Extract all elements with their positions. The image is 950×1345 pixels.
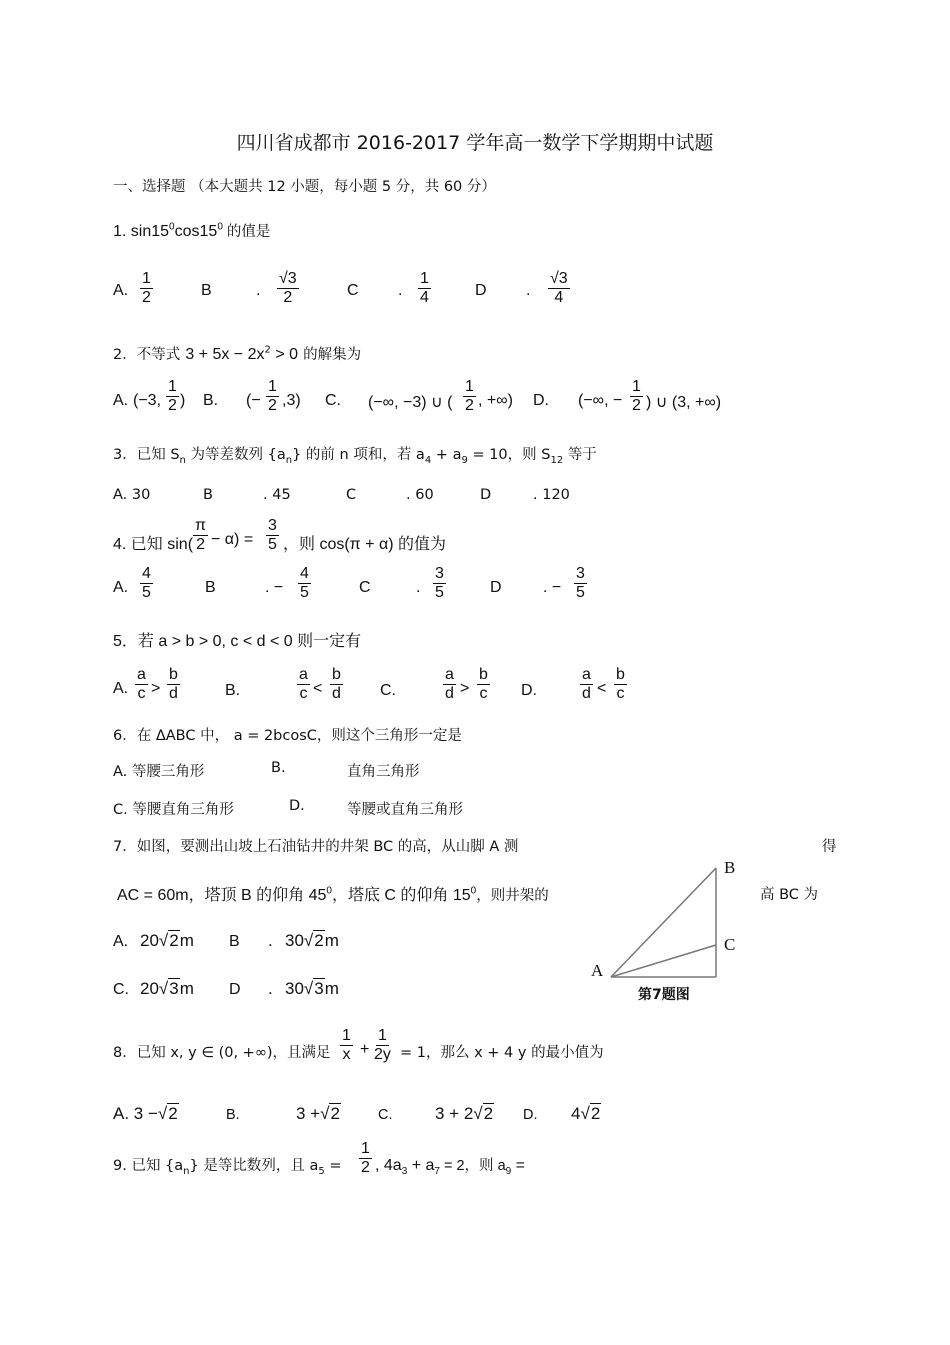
question-5-options: A. $\frac{a}{c}$ > $\frac{b}{d}$ B. $\frac{a}{c}$ < $\frac{b}{d}$ C. $\frac{a}{d}$ > $\frac{b}{c}$ D. $\frac{a}{d}$ < $\frac{b}{c}$ [113, 666, 625, 703]
question-8-options: A. 3 −√2 B. 3 +√2 C. 3 + 2√2 D. 4√2 [113, 1104, 601, 1123]
label-A: A [591, 961, 604, 980]
question-3-options: A. 30 B . 45 C . 60 D . 120 [113, 487, 570, 503]
question-7-stem-line1: 7．如图，要测出山坡上石油钻井的井架 BC 的高，从山脚 A 测 [113, 839, 519, 855]
question-7-stem-line2: AC = 60m，塔顶 B 的仰角 $45^0$，塔底 C 的仰角 $15^0$，则井架的 [117, 885, 549, 904]
question-6-options-row2: C. 等腰直角三角形 D. 等腰或直角三角形 [113, 798, 463, 818]
figure-caption: 第7题图 [638, 987, 690, 1003]
page-title: 四川省成都市 2016-2017 学年高一数学下学期期中试题 [236, 132, 714, 154]
question-7-options-row2: C. 20√3m D . 30√3m [113, 979, 339, 998]
question-6-options-row1: A. 等腰三角形 B. 直角三角形 [113, 760, 420, 780]
question-7-stem-line1-end: 得 [822, 839, 837, 855]
question-3-stem: 3．已知 $S_n$ 为等差数列 $\{a_n\}$ 的前 n 项和，若 $a_4 + a_9 = 10$，则 $S_{12}$ 等于 [113, 447, 597, 466]
label-B: B [724, 858, 736, 877]
question-6-stem: 6．在 ΔABC 中， a = 2bcosC，则这个三角形一定是 [113, 728, 462, 744]
question-4-stem: 4. 已知 sin( $\frac{\pi}{2}$ − α) = $\frac{3}{5}$ ，则 cos(π + α) 的值为 [113, 517, 446, 554]
section-heading: 一、选择题 （本大题共 12 小题，每小题 5 分，共 60 分） [113, 179, 496, 195]
question-5-stem: 5．若 a > b > 0, c < d < 0 则一定有 [113, 633, 362, 650]
question-8-stem: 8．已知 x, y ∈ (0, +∞)，且满足 $\frac{1}{x}$ + $\frac{1}{2y}$ = 1，那么 x + 4 y 的最小值为 [113, 1027, 604, 1064]
exam-page: 四川省成都市 2016-2017 学年高一数学下学期期中试题 一、选择题 （本大题共 12 小题，每小题 5 分，共 60 分） 1. $\sin 15^0\cos 15^0$ 的值是 A. $\frac{1}{2}$ B . $\frac{√3}{2}$ C . $\frac{1}{4}$ D . $\frac{√3}{4}$ 2．不等式 $3 + 5x - 2x^2 > 0$ 的解集为 A. (−3, $\frac{1}{2}$ ) B. (− $\frac{1}{2}$ ,3) C. (−∞, −3) ∪ ( $\frac{1}{2}$ , +∞) D. (−∞, − $\frac{1}{2}$ ) ∪ (3, +∞) 3．已知 $S_n$ 为等差数列 $\{a_n\}$ 的前 n 项和，若 $a_4 + a_9 = 10$，则 $S_{12}$ 等于 A. 30 B . 45 C . 60 D . 120 4. 已知 sin( $\frac{\pi}{2}$ − α) = $\frac{3}{5}$ ，则 cos(π + α) 的值为 A. $\frac{4}{5}$ B . − $\frac{4}{5}$ C . $\frac{3}{5}$ D . − $\frac{3}{5}$ 5．若 a > b > 0, c < d < 0 则一定有 A. $\frac{a}{c}$ > $\frac{b}{d}$ B. $\frac{a}{c}$ < $\frac{b}{d}$ C. $\frac{a}{d}$ > $\frac{b}{c}$ D. $\frac{a}{d}$ < $\frac{b}{c}$ 6．在 ΔABC 中， a = 2bcosC，则这个三角形一定是 A. 等腰三角形 B. 直角三角形 C. 等腰直角三角形 D. 等腰或直角三角形 7．如图，要测出山坡上石油钻井的井架 BC 的高，从山脚 A 测 得 AC = 60m，塔顶 B 的仰角 $45^0$，塔底 C 的仰角 $15^0$，则井架的 高 BC 为 A. 20√2m B . 30√2m C. 20√3m D . 30√3m A B C 第7题图 8．已知 x, y ∈ (0, +∞)，且满足 $\frac{1}{x}$ + $\frac{1}{2y}$ = 1，那么 x + 4 y 的最小值为 A. 3 −√2 B. 3 +√2 C. 3 + 2√2 D. 4√2 9. 已知 $\{a_n\}$ 是等比数列，且 $a_5$ = $\frac{1}{2}$ , $4a_3 + a_7 = 2$，则 $a_9$ = [0, 0, 950, 1345]
question-9-stem: 9. 已知 $\{a_n\}$ 是等比数列，且 $a_5$ = $\frac{1}{2}$ , $4a_3 + a_7 = 2$，则 $a_9$ = [113, 1140, 525, 1178]
label-C: C [724, 935, 736, 954]
question-2-options: A. (−3, $\frac{1}{2}$ ) B. (− $\frac{1}{2}$ ,3) C. (−∞, −3) ∪ ( $\frac{1}{2}$ , +∞) D. (−∞, − $\frac{1}{2}$ ) ∪ (3, +∞) [113, 378, 722, 415]
question-4-options: A. $\frac{4}{5}$ B . − $\frac{4}{5}$ C . $\frac{3}{5}$ D . − $\frac{3}{5}$ [113, 565, 585, 602]
question-7-options-row1: A. 20√2m B . 30√2m [113, 931, 339, 950]
question-1-stem: 1. $\sin 15^0\cos 15^0$ 的值是 [113, 221, 271, 240]
question-7-figure [585, 855, 755, 1005]
question-7-stem-line2-end: 高 BC 为 [760, 887, 819, 903]
question-2-stem: 2．不等式 $3 + 5x - 2x^2 > 0$ 的解集为 [113, 344, 362, 363]
